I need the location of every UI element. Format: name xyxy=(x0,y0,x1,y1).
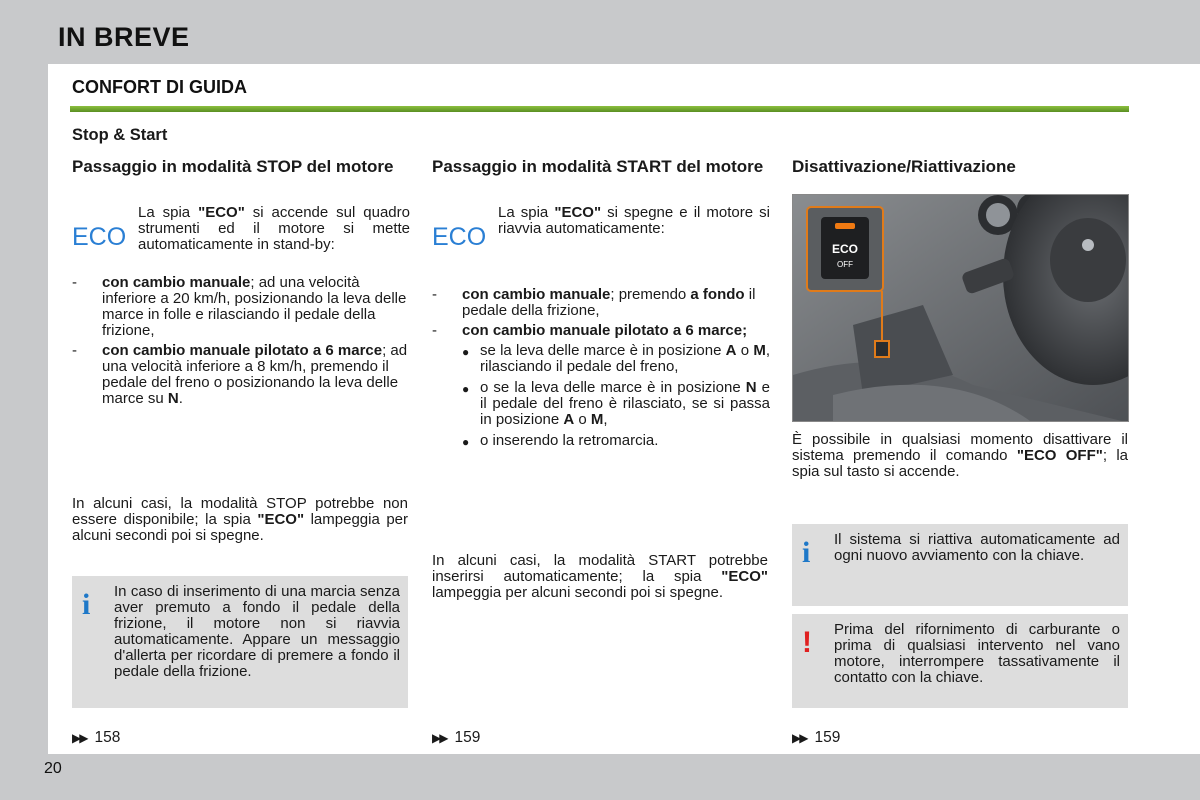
eco-description: La spia "ECO" si accende sul quadro strumenti ed il motore si mette automaticamente in stand-by: xyxy=(138,204,410,253)
eco-icon xyxy=(72,205,138,253)
note-text: Prima del rifornimento di carburante o prima di qualsiasi intervento nel vano motore, interrompere tassativamente il contatto con la chiave. xyxy=(834,621,1120,686)
column-heading: Passaggio in modalità STOP del motore xyxy=(72,157,394,176)
eco-icon-label: ECO xyxy=(72,223,127,249)
note-text: In caso di inserimento di una marcia senza aver premuto a fondo il pedale della frizione, il motore non si riavvia automaticamente. Appare un messaggio d'allerta per ricordare di premere a fondo il pedale della frizione. xyxy=(114,583,400,680)
warning-note xyxy=(792,614,1128,708)
page-reference-icon: ▶▶ xyxy=(72,731,87,745)
page-reference[interactable] xyxy=(792,729,840,747)
page-reference-icon: ▶▶ xyxy=(432,731,447,745)
page-reference[interactable] xyxy=(72,729,120,747)
eco-indicator-row xyxy=(432,205,770,249)
note-text: Il sistema si riattiva automaticamente ad ogni nuovo avviamento con la chiave. xyxy=(834,531,1120,564)
list-item: - con cambio manuale; ad una velocità inferiore a 20 km/h, posizionando la leva delle marce in folle e rilasciando il pedale della frizione, xyxy=(72,274,407,339)
eco-icon xyxy=(432,205,498,249)
column-start-mode xyxy=(432,157,770,455)
list-item: - con cambio manuale; premendo a fondo il pedale della frizione, xyxy=(432,286,756,319)
info-note xyxy=(72,576,408,708)
eco-off-button-sublabel: OFF xyxy=(837,260,853,269)
column-stop-mode xyxy=(72,157,410,411)
section-divider xyxy=(70,106,1129,112)
info-icon: i xyxy=(802,536,811,569)
sub-list-item: ● o se la leva delle marce è in posizione N e il pedale del freno è rilasciato, se si passa in posizione A o M, xyxy=(462,379,770,428)
page-title: IN BREVE xyxy=(58,22,190,52)
column-deactivation xyxy=(792,157,1130,199)
sub-list-item: ● o inserendo la retromarcia. xyxy=(462,432,659,449)
section-title: CONFORT DI GUIDA xyxy=(72,77,247,97)
info-icon: i xyxy=(82,588,91,621)
deactivation-paragraph: È possibile in qualsiasi momento disattivare il sistema premendo il comando "ECO OFF"; la spia sul tasto si accende. xyxy=(792,431,1129,480)
column-heading: Passaggio in modalità START del motore xyxy=(432,157,764,176)
page-reference-icon: ▶▶ xyxy=(792,731,807,745)
page-reference-number: 159 xyxy=(814,729,841,746)
bullet-list xyxy=(72,275,410,407)
sub-list-item: ● se la leva delle marce è in posizione A o M, rilasciando il pedale del freno, xyxy=(462,342,770,375)
eco-description: La spia "ECO" si spegne e il motore si riavvia automaticamente: xyxy=(498,204,770,237)
warning-icon: ! xyxy=(802,626,812,659)
page-number: 20 xyxy=(44,760,62,777)
page-reference[interactable] xyxy=(432,729,480,747)
list-item: - con cambio manuale pilotato a 6 marce; ad una velocità inferiore a 8 km/h, premendo il pedale del freno o posizionando la leva delle marce su N. xyxy=(72,342,408,407)
page-reference-number: 158 xyxy=(94,729,121,746)
eco-indicator-row xyxy=(72,205,410,253)
page-reference-number: 159 xyxy=(454,729,481,746)
start-mode-paragraph: In alcuni casi, la modalità START potrebbe inserirsi automaticamente; la spia "ECO" lampeggia per alcuni secondi poi si spegne. xyxy=(432,552,768,601)
list-item: - con cambio manuale pilotato a 6 marce; xyxy=(432,322,748,339)
dashboard-photo xyxy=(792,194,1129,422)
info-note xyxy=(792,524,1128,606)
sub-bullet-list xyxy=(462,343,770,450)
eco-off-button-label: ECO xyxy=(831,242,859,256)
eco-icon-label: ECO xyxy=(432,223,487,249)
column-heading: Disattivazione/Riattivazione xyxy=(792,157,1016,176)
subsection-title: Stop & Start xyxy=(72,126,168,144)
bullet-list xyxy=(432,287,770,450)
stop-mode-paragraph: In alcuni casi, la modalità STOP potrebbe non essere disponibile; la spia "ECO" lampeggia per alcuni secondi poi si spegne. xyxy=(72,495,409,544)
